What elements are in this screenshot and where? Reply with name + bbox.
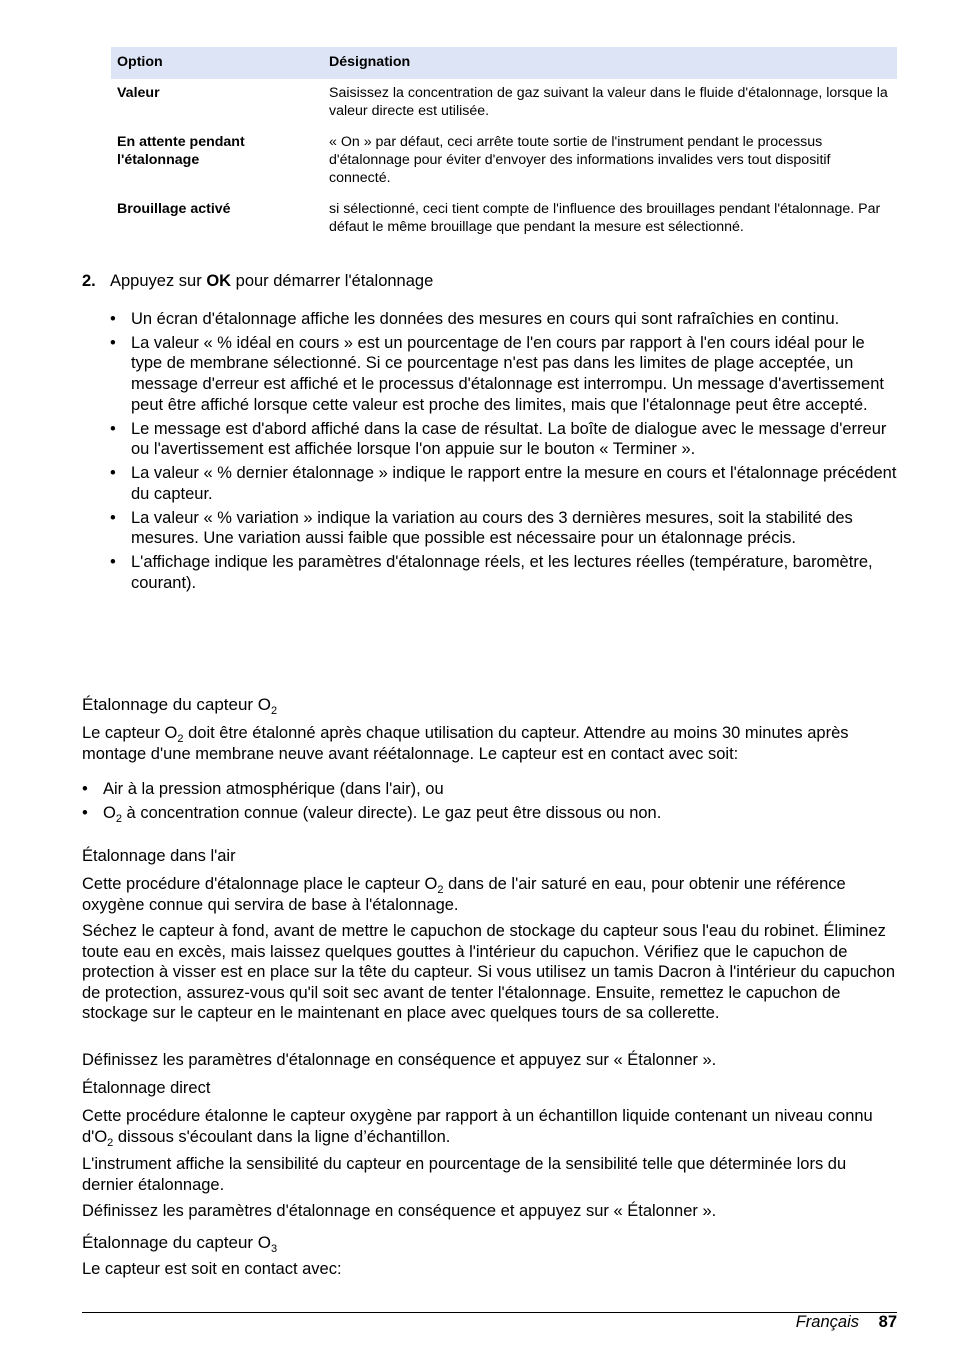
- table-cell-description: « On » par défaut, ceci arrête toute sortie de l'instrument pendant le processus d'étalonnage pour éviter d'envoyer des informations invalides vers tout dispositif connecté.: [329, 134, 831, 186]
- bullet-marker: •: [110, 464, 116, 483]
- text-segment: O: [103, 803, 116, 822]
- step-number: 2.: [82, 272, 96, 290]
- bullet-marker: •: [82, 803, 88, 822]
- subscript: 2: [437, 884, 444, 896]
- list-item-text: [103, 803, 662, 825]
- air-paragraph-3: Définissez les paramètres d'étalonnage en conséquence et appuyez sur « Étalonner ».: [82, 1051, 717, 1069]
- table-row: [111, 79, 897, 128]
- list-item: [110, 309, 898, 330]
- subscript: 2: [177, 733, 184, 745]
- heading-text: Étalonnage du capteur O: [82, 1233, 272, 1252]
- list-item-text: La valeur « % idéal en cours » est un pourcentage de l'en cours par rapport à l'en cours idéal pour le type de membrane sélectionné. Si ce pourcentage n'est pas dans les limites de plage acceptée, un message d'erreur est affiché et le processus d'étalonnage est interrompu. Un message d'avertissement peut être affiché lorsque cette valeur est proche des limites, mais que l'étalonnage peut être accepté.: [131, 333, 884, 414]
- list-item: [110, 552, 898, 593]
- heading-subscript: 3: [271, 1243, 278, 1255]
- text-segment: Cette procédure étalonne le capteur oxygène par rapport à un échantillon liquide contenant un niveau connu d'O: [82, 1107, 873, 1146]
- step-text: [110, 271, 900, 292]
- step-text-pre: Appuyez sur: [110, 272, 207, 290]
- table-cell-option: Brouillage activé: [117, 201, 231, 217]
- list-item-text: Le message est d'abord affiché dans la case de résultat. La boîte de dialogue avec le message d'erreur ou l'avertissement est affichée lorsque l'on appuie sur le bouton « Terminer ».: [131, 419, 887, 459]
- o3-paragraph-1: Le capteur est soit en contact avec:: [82, 1260, 342, 1278]
- footer-divider: [82, 1312, 897, 1313]
- o2-section-heading: [82, 695, 897, 715]
- step-text-post: pour démarrer l'étalonnage: [231, 272, 434, 290]
- list-item-text: La valeur « % variation » indique la variation au cours des 3 dernières mesures, soit la stabilité des mesures. Une variation aussi faible que possible est nécessaire pour un étalonnage précis.: [131, 508, 853, 548]
- table-header-designation: Désignation: [323, 47, 897, 79]
- table-cell-option: Valeur: [117, 85, 160, 101]
- table-header-option: Option: [111, 47, 323, 79]
- text-segment: Cette procédure d'étalonnage place le capteur O: [82, 875, 438, 893]
- list-item: [110, 463, 898, 504]
- air-paragraph-1: [82, 874, 897, 915]
- options-table: [111, 47, 897, 244]
- list-item-text: L'affichage indique les paramètres d'étalonnage réels, et les lectures réelles (température, baromètre, courant).: [131, 553, 873, 592]
- table-header-row: [111, 47, 897, 79]
- table-cell-description: Saisissez la concentration de gaz suivant la valeur dans le fluide d'étalonnage, lorsque la valeur directe est utilisée.: [329, 85, 888, 119]
- page-number: 87: [878, 1313, 897, 1331]
- table-row: [111, 128, 897, 195]
- heading-subscript: 2: [271, 705, 278, 717]
- list-item: [110, 333, 898, 415]
- list-item: [110, 419, 898, 460]
- ok-key-label: OK: [206, 272, 232, 290]
- subscript: 2: [115, 812, 122, 825]
- heading-text: Étalonnage du capteur O: [82, 695, 272, 714]
- direct-paragraph-3: Définissez les paramètres d'étalonnage en conséquence et appuyez sur « Étalonner ».: [82, 1202, 717, 1220]
- o2-bullet-list: [82, 779, 897, 827]
- o2-intro-paragraph: [82, 723, 897, 764]
- bullet-marker: •: [110, 553, 116, 572]
- subscript: 2: [107, 1136, 114, 1149]
- list-item: [82, 803, 897, 824]
- o3-section-heading: [82, 1233, 897, 1253]
- bullet-marker: •: [110, 333, 116, 352]
- direct-paragraph-2: L'instrument affiche la sensibilité du capteur en pourcentage de la sensibilité telle que déterminée lors du dernier étalonnage.: [82, 1155, 847, 1194]
- footer-language: Français: [795, 1313, 859, 1331]
- direct-section-heading: Étalonnage direct: [82, 1079, 211, 1097]
- text-segment: à concentration connue (valeur directe). Le gaz peut être dissous ou non.: [121, 803, 662, 822]
- bullet-marker: •: [110, 310, 116, 328]
- list-item-text: Un écran d'étalonnage affiche les données des mesures en cours qui sont rafraîchies en continu.: [131, 310, 840, 328]
- step-2-bullet-list: [110, 309, 898, 597]
- bullet-marker: •: [82, 780, 88, 798]
- table-row: [111, 195, 897, 244]
- bullet-marker: •: [110, 419, 116, 438]
- text-segment: dans de l'air saturé en eau, pour obtenir une référence oxygène connue qui servira de base à l'étalonnage.: [82, 875, 846, 914]
- bullet-marker: •: [110, 508, 116, 527]
- direct-paragraph-1: [82, 1106, 897, 1147]
- list-item: [110, 508, 898, 549]
- table-cell-description: si sélectionné, ceci tient compte de l'influence des brouillages pendant l'étalonnage. Par défaut le même brouillage que pendant la mesure est sélectionné.: [329, 201, 881, 235]
- list-item-text: Air à la pression atmosphérique (dans l'air), ou: [103, 780, 444, 798]
- text-segment: doit être étalonné après chaque utilisation du capteur. Attendre au moins 30 minutes après montage d'une membrane neuve avant réétalonnage. Le capteur est en contact avec soit:: [82, 724, 849, 763]
- air-section-heading: Étalonnage dans l'air: [82, 847, 236, 865]
- air-paragraph-2: Séchez le capteur à fond, avant de mettre le capuchon de stockage du capteur sous l'eau du robinet. Éliminez toute eau en excès, mais laissez quelques gouttes à l'intérieur du capuchon. Vérifiez que le capuchon de protection à visser est en place sur la tête du capteur. Si vous utilisez un tamis Dacron à l'intérieur du capuchon de protection, assurez-vous qu'il soit sec avant de tenter l'étalonnage. Ensuite, remettez le capuchon de stockage sur le capteur en le maintenant en place avec quelques tours de sa collerette.: [82, 922, 896, 1023]
- table-cell-option: En attente pendant l'étalonnage: [117, 134, 245, 168]
- text-segment: dissous s'écoulant dans la ligne d’échantillon.: [113, 1127, 451, 1146]
- list-item: [82, 779, 897, 800]
- text-segment: Le capteur O: [82, 724, 178, 742]
- list-item-text: La valeur « % dernier étalonnage » indique le rapport entre la mesure en cours et l'étalonnage précédent du capteur.: [131, 464, 897, 503]
